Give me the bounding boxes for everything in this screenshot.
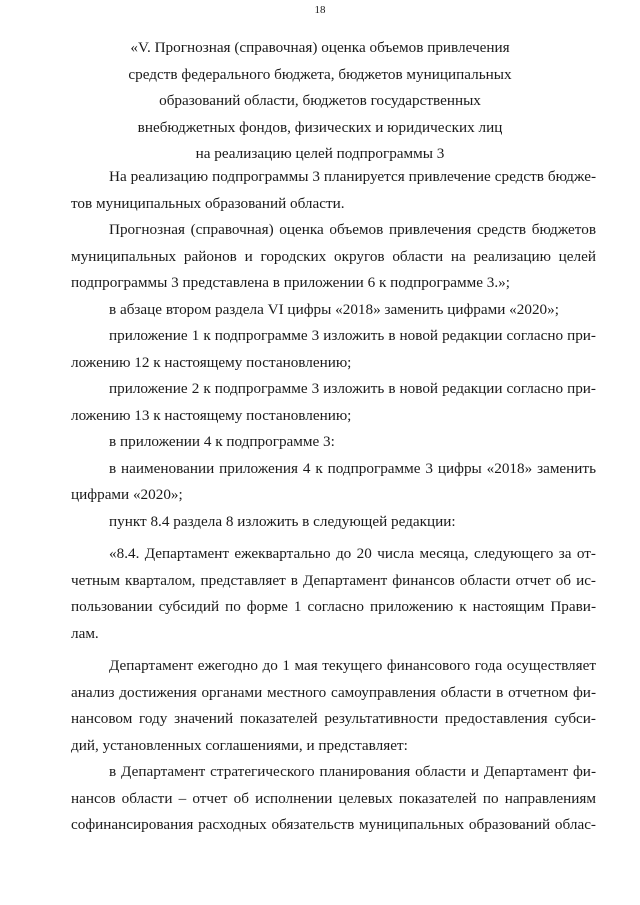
text-line: в абзаце втором раздела VI цифры «2018» заменить цифрами «2020»; bbox=[109, 300, 559, 318]
heading-line: внебюджетных фондов, физических и юридических лиц bbox=[137, 118, 503, 136]
text-line: дий, установленных соглашениями, и представляет: bbox=[71, 736, 408, 754]
text-line: ложению 12 к настоящему постановлению; bbox=[71, 353, 352, 371]
text-line: пункт 8.4 раздела 8 изложить в следующей редакции: bbox=[109, 512, 456, 530]
text-line: муниципальных районов и городских округов области на реализацию целей bbox=[71, 247, 596, 265]
text-line: софинансирования расходных обязательств муниципальных образований облас- bbox=[71, 816, 596, 833]
text-line: приложение 1 к подпрограмме 3 изложить в новой редакции согласно при- bbox=[109, 327, 596, 344]
body-text bbox=[71, 164, 596, 839]
text-line: цифрами «2020»; bbox=[71, 486, 183, 503]
text-line: приложение 2 к подпрограмме 3 изложить в новой редакции согласно при- bbox=[109, 380, 596, 397]
heading-line: образований области, бюджетов государственных bbox=[159, 92, 481, 109]
text-line: Департамент ежегодно до 1 мая текущего финансового года осуществляет bbox=[109, 657, 596, 674]
text-line: «8.4. Департамент ежеквартально до 20 числа месяца, следующего за от- bbox=[109, 545, 596, 562]
text-line: четным кварталом, представляет в Департамент финансов области отчет об ис- bbox=[71, 571, 596, 589]
text-line: тов муниципальных образований области. bbox=[71, 194, 345, 212]
text-line: нансов области – отчет об исполнении целевых показателей по направлениям bbox=[71, 789, 596, 807]
text-line: нансовом году значений показателей результативности предоставления субси- bbox=[71, 710, 596, 727]
text-line: пользовании субсидий по форме 1 согласно приложению к настоящим Прави- bbox=[71, 598, 596, 615]
text-line: Прогнозная (справочная) оценка объемов привлечения средств бюджетов bbox=[109, 221, 596, 238]
text-line: в наименовании приложения 4 к подпрограмме 3 цифры «2018» заменить bbox=[109, 459, 596, 477]
text-line: На реализацию подпрограммы 3 планируется привлечение средств бюдже- bbox=[109, 168, 596, 185]
heading-line: на реализацию целей подпрограммы 3 bbox=[195, 145, 445, 162]
section-heading bbox=[100, 35, 540, 168]
heading-line: средств федерального бюджета, бюджетов муниципальных bbox=[128, 65, 512, 83]
page-number: 18 bbox=[314, 4, 326, 16]
text-line: в Департамент стратегического планирования области и Департамент фи- bbox=[109, 763, 596, 780]
text-line: подпрограммы 3 представлена в приложении 6 к подпрограмме 3.»; bbox=[71, 274, 510, 291]
text-line: в приложении 4 к подпрограмме 3: bbox=[109, 433, 335, 450]
text-line: анализ достижения органами местного самоуправления области в отчетном фи- bbox=[71, 683, 596, 701]
text-line: ложению 13 к настоящему постановлению; bbox=[71, 406, 352, 424]
text-line: лам. bbox=[71, 624, 99, 642]
heading-line: «V. Прогнозная (справочная) оценка объемов привлечения bbox=[130, 39, 510, 56]
